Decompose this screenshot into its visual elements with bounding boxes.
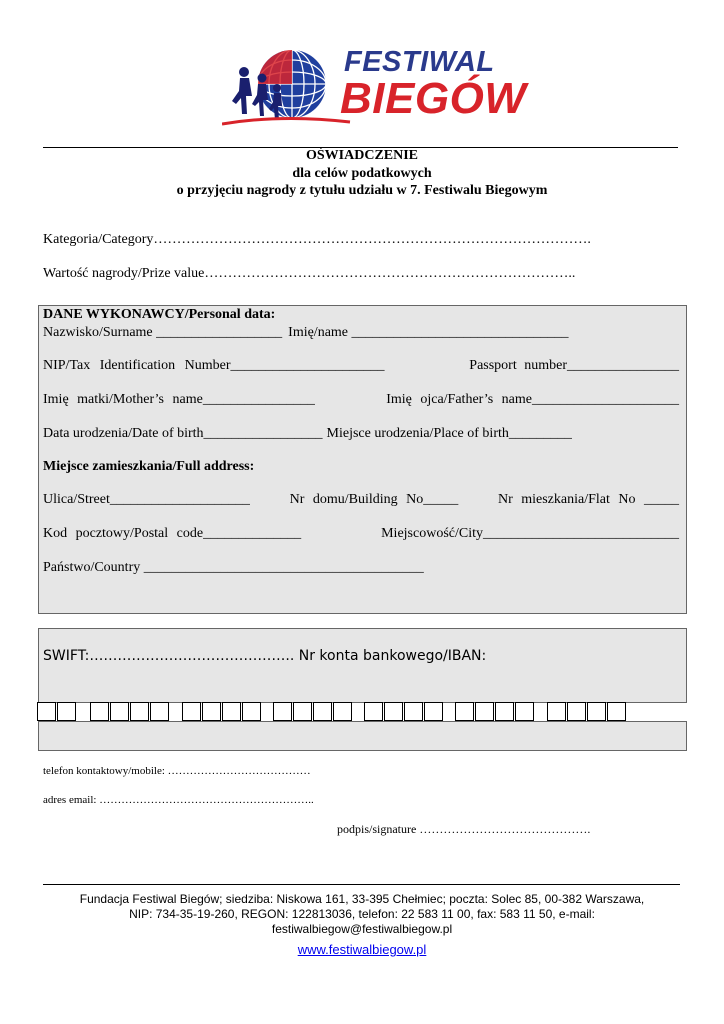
iban-group-6 [455, 702, 535, 721]
iban-digit-box[interactable] [90, 702, 109, 721]
iban-digit-box[interactable] [384, 702, 403, 721]
iban-digit-box[interactable] [57, 702, 76, 721]
website-link[interactable]: www.festiwalbiegow.pl [297, 942, 427, 957]
iban-digit-box[interactable] [587, 702, 606, 721]
postal-code-field[interactable]: Kod pocztowy/Postal code______________ [43, 526, 302, 541]
postal-row [43, 526, 679, 542]
logo-text-biegow: BIEGÓW [340, 74, 527, 123]
iban-digit-box[interactable] [242, 702, 261, 721]
flat-number-field[interactable]: Nr mieszkania/Flat No _____ [497, 492, 679, 507]
iban-digit-box[interactable] [222, 702, 241, 721]
document-title: OŚWIADCZENIE [305, 148, 419, 163]
phone-field[interactable]: telefon kontaktowy/mobile: ………………………………… [43, 765, 311, 777]
city-field[interactable]: Miejscowość/City____________________________ [381, 526, 679, 541]
surname-field[interactable]: Nazwisko/Surname __________________ [43, 325, 283, 340]
globe-runners-icon [222, 44, 352, 130]
festival-logo [222, 44, 527, 130]
birth-date-field[interactable]: Data urodzenia/Date of birth_________________ [43, 426, 323, 441]
footer-email: festiwalbiegow@festiwalbiegow.pl [271, 922, 453, 936]
iban-digit-box[interactable] [293, 702, 312, 721]
iban-digit-box[interactable] [475, 702, 494, 721]
iban-group-1 [37, 702, 77, 721]
iban-digit-box[interactable] [607, 702, 626, 721]
iban-digit-box[interactable] [313, 702, 332, 721]
birth-row [43, 426, 679, 442]
name-row [43, 325, 679, 341]
iban-digit-box[interactable] [202, 702, 221, 721]
prize-value-field[interactable]: Wartość nagrody/Prize value…………………………………………………………………….. [43, 266, 576, 281]
category-field[interactable]: Kategoria/Category…………………………………………………………………………………. [43, 232, 591, 247]
iban-digit-box[interactable] [424, 702, 443, 721]
bank-lower-panel [38, 721, 687, 751]
iban-digit-box[interactable] [404, 702, 423, 721]
nip-field[interactable]: NIP/Tax Identification Number______________________ [43, 358, 385, 373]
iban-digit-box[interactable] [110, 702, 129, 721]
iban-digit-box[interactable] [37, 702, 56, 721]
logo-text-festiwal: FESTIWAL [344, 46, 495, 78]
passport-field[interactable]: Passport number________________ [469, 358, 679, 373]
father-name-field[interactable]: Imię ojca/Father’s name_____________________ [386, 392, 679, 407]
iban-digit-box[interactable] [364, 702, 383, 721]
footer-divider [43, 884, 680, 885]
email-field[interactable]: adres email: ………………………………………………….. [43, 794, 314, 806]
iban-group-4 [273, 702, 353, 721]
footer-website [0, 942, 724, 957]
street-row [43, 492, 679, 508]
iban-digit-box[interactable] [455, 702, 474, 721]
birth-place-field[interactable]: Miejsce urodzenia/Place of birth_________ [326, 426, 572, 441]
parents-row [43, 392, 679, 408]
iban-digit-box[interactable] [130, 702, 149, 721]
iban-digit-box[interactable] [495, 702, 514, 721]
country-field[interactable]: Państwo/Country ________________________________________ [43, 560, 424, 575]
address-header: Miejsce zamieszkania/Full address: [43, 459, 255, 474]
mother-name-field[interactable]: Imię matki/Mother’s name________________ [43, 392, 315, 407]
bank-panel [38, 628, 687, 703]
iban-group-2 [90, 702, 170, 721]
footer-address-line2: NIP: 734-35-19-260, REGON: 122813036, telefon: 22 583 11 00, fax: 583 11 50, e-mail: [129, 907, 595, 921]
first-name-field[interactable]: Imię/name _______________________________ [288, 325, 569, 340]
personal-data-header: DANE WYKONAWCY/Personal data: [43, 307, 276, 322]
iban-digit-box[interactable] [150, 702, 169, 721]
building-number-field[interactable]: Nr domu/Building No_____ [289, 492, 459, 507]
iban-digit-box[interactable] [333, 702, 352, 721]
iban-digit-box[interactable] [547, 702, 566, 721]
iban-digit-box[interactable] [182, 702, 201, 721]
tax-row [43, 358, 679, 374]
iban-group-3 [182, 702, 262, 721]
iban-group-5 [364, 702, 444, 721]
iban-digit-box[interactable] [515, 702, 534, 721]
iban-digit-box[interactable] [567, 702, 586, 721]
footer-address-line1: Fundacja Festiwal Biegów; siedziba: Niskowa 161, 33-395 Chełmiec; poczta: Solec 85, 00-382 Warszawa, [79, 892, 645, 906]
iban-group-7 [547, 702, 627, 721]
document-subtitle: dla celów podatkowych [292, 166, 432, 181]
street-field[interactable]: Ulica/Street____________________ [43, 492, 250, 507]
swift-iban-label: SWIFT:…………………………………….. Nr konta bankowego/IBAN: [43, 648, 487, 664]
iban-digit-box[interactable] [273, 702, 292, 721]
document-subtitle-2: o przyjęciu nagrody z tytułu udziału w 7. Festiwalu Biegowym [176, 183, 548, 198]
signature-field[interactable]: podpis/signature ……………………………………. [337, 822, 591, 836]
